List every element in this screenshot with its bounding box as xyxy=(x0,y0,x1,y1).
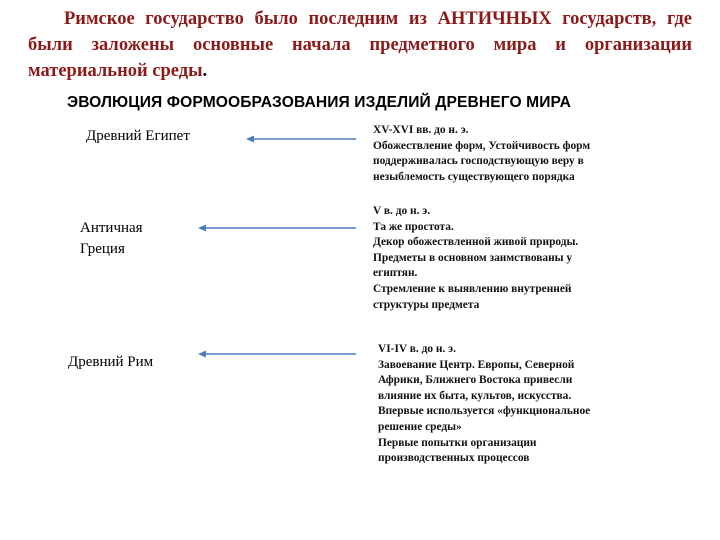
description-line: V в. до н. э. xyxy=(373,205,431,217)
description-line: производственных процессов xyxy=(378,452,530,465)
era-label-line: Античная xyxy=(80,220,143,236)
description-line: незыблемость существующего порядка xyxy=(373,170,575,183)
description-line: решение среды» xyxy=(378,420,462,433)
description-line: поддерживалась господствующую веру в xyxy=(373,155,584,168)
description-line: Африки, Ближнего Востока привесли xyxy=(378,374,573,387)
arrow-left-icon xyxy=(198,348,356,360)
description-line: Первые попытки организации xyxy=(378,436,537,449)
era-description-rome xyxy=(378,342,590,467)
description-line: XV-XVI вв. до н. э. xyxy=(373,124,469,136)
intro-end-mark: . xyxy=(202,61,208,81)
intro-text: Римское государство было последним из АНТИЧНЫХ государств, где были заложены основные начала предметного мира и организации материальной среды xyxy=(28,9,692,81)
era-label-rome: Древний Рим xyxy=(68,354,154,370)
description-line: VI-IV в. до н. э. xyxy=(378,343,456,355)
era-label-greece xyxy=(80,218,143,260)
intro-paragraph xyxy=(28,6,692,84)
description-line: структуры предмета xyxy=(373,298,480,311)
arrow-left-icon xyxy=(246,133,356,145)
description-line: Впервые используется «функциональное xyxy=(378,405,591,418)
description-line: влияние их быта, культов, искусства. xyxy=(378,389,572,402)
description-line: Обожествление форм, Устойчивость форм xyxy=(373,139,591,152)
arrow-left-icon xyxy=(198,222,356,234)
description-line: Предметы в основном заимствованы у xyxy=(373,251,573,264)
description-line: Стремление к выявлению внутренней xyxy=(373,282,572,295)
era-label-line: Греция xyxy=(80,241,125,257)
era-description-greece xyxy=(373,204,578,313)
era-label-egypt: Древний Египет xyxy=(86,128,190,144)
section-heading: ЭВОЛЮЦИЯ ФОРМООБРАЗОВАНИЯ ИЗДЕЛИЙ ДРЕВНЕГО МИРА xyxy=(67,94,571,111)
description-line: Та же простота. xyxy=(373,220,454,233)
era-description-egypt xyxy=(373,123,590,185)
description-line: Завоевание Центр. Европы, Северной xyxy=(378,358,575,371)
description-line: Декор обожествленной живой природы. xyxy=(373,236,579,249)
description-line: египтян. xyxy=(373,267,418,280)
